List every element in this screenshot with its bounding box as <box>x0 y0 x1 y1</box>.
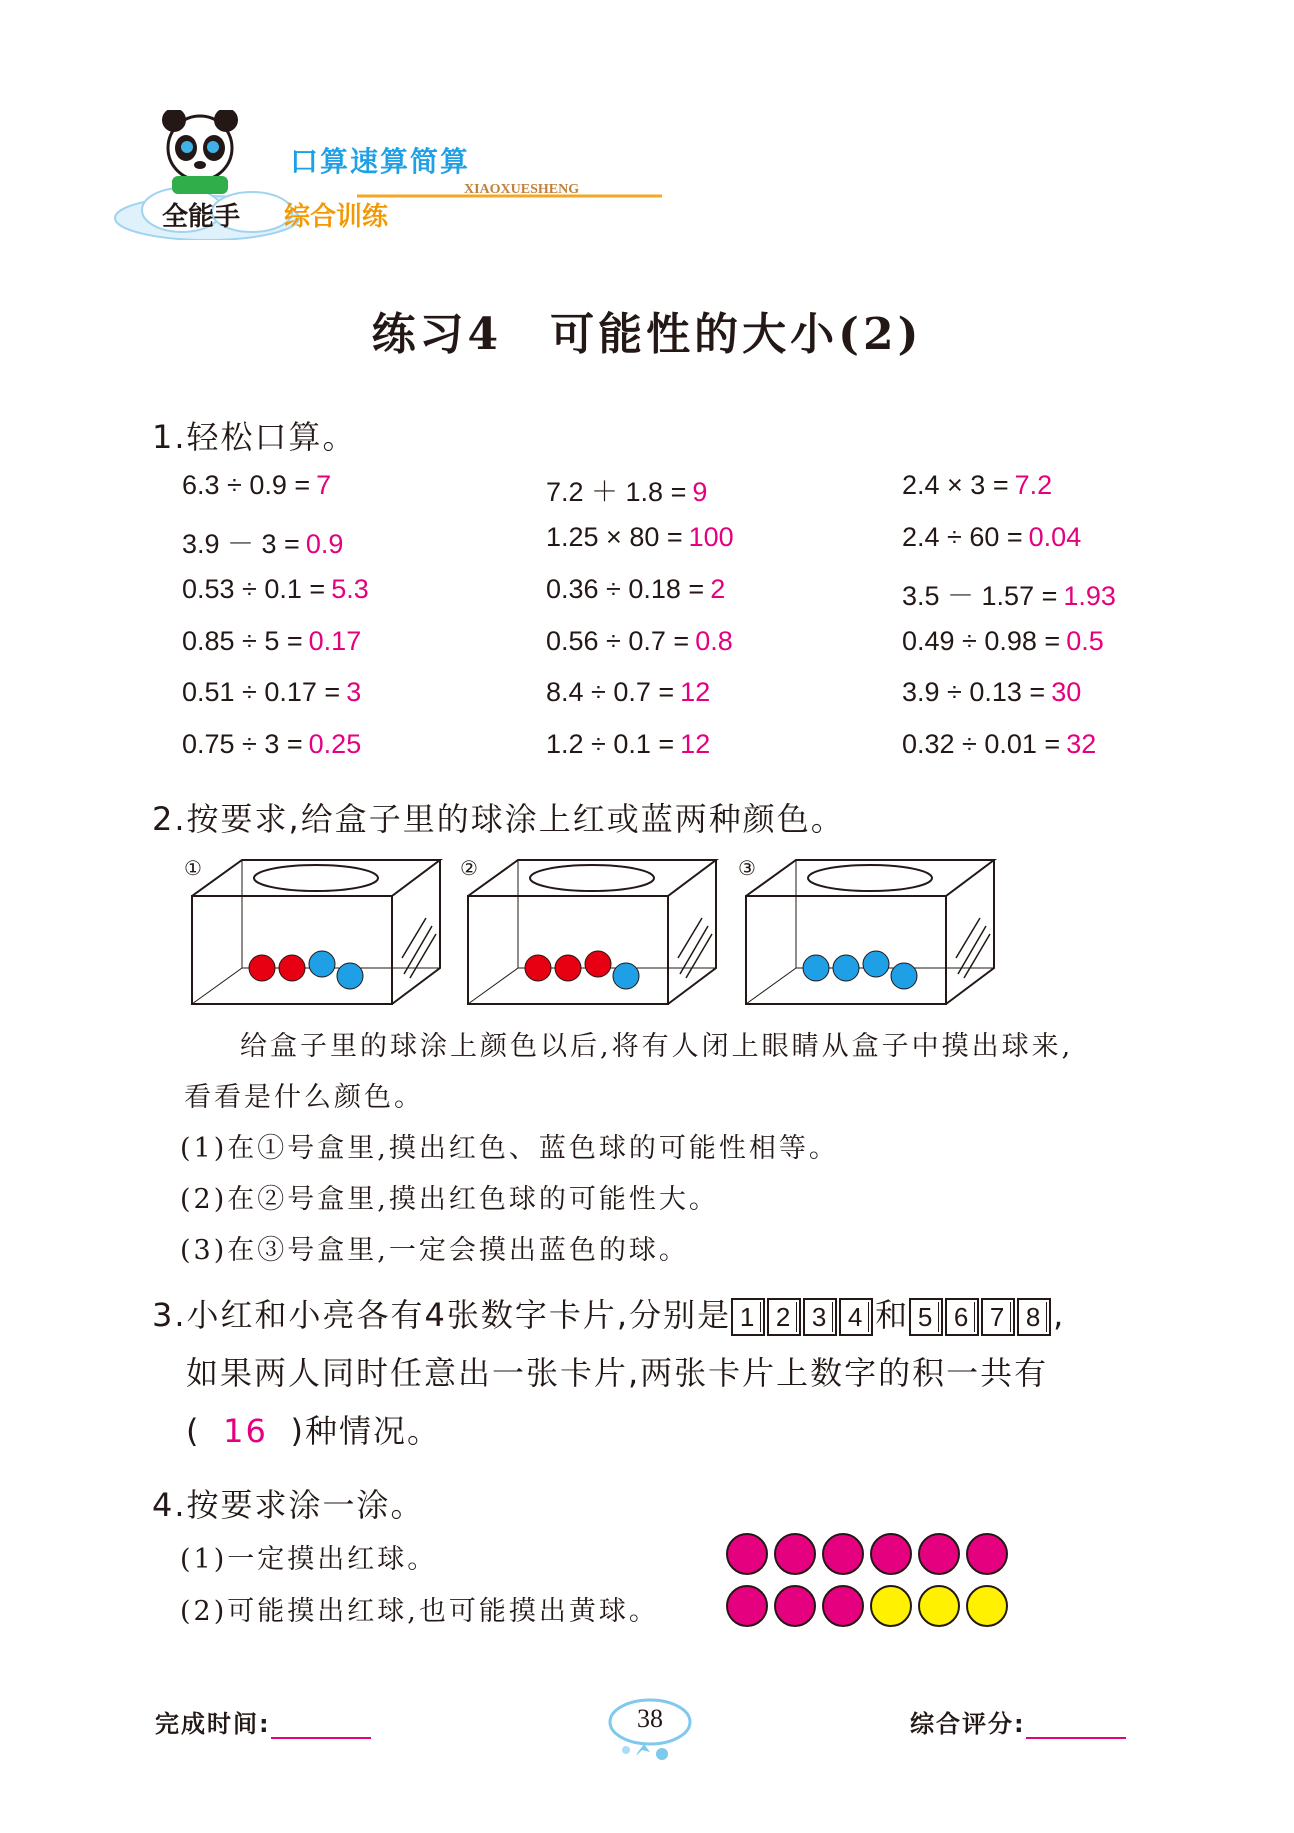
calc-question: 2.4 ÷ 60 = <box>902 522 1023 552</box>
number-card: 6 <box>945 1298 979 1336</box>
calc-item <box>546 677 710 708</box>
box-outline-icon <box>190 858 440 1008</box>
calc-answer: 0.17 <box>308 626 362 656</box>
ball-icon[interactable] <box>803 955 829 981</box>
ball-icon[interactable] <box>726 1533 768 1575</box>
ball-icon[interactable] <box>822 1533 864 1575</box>
brand-text: 全能手 <box>162 202 241 232</box>
box-number: ③ <box>738 856 756 880</box>
number-card: 7 <box>981 1298 1015 1336</box>
ball-icon[interactable] <box>249 955 275 981</box>
ball-row-1 <box>726 1533 1008 1575</box>
q3-text-a: 3.小红和小亮各有4张数字卡片,分别是 <box>152 1296 732 1334</box>
score-field <box>910 1704 1126 1739</box>
calc-question: 0.56 ÷ 0.7 = <box>546 626 690 656</box>
ball-icon[interactable] <box>337 963 363 989</box>
calc-answer: 0.8 <box>695 626 733 656</box>
calc-item <box>902 522 1081 553</box>
q4-sub1: (1)一定摸出红球。 <box>180 1544 438 1575</box>
calc-answer: 9 <box>692 477 708 507</box>
calc-answer: 1.93 <box>1063 581 1116 611</box>
logo-line2: 综合训练 <box>284 202 389 232</box>
q2-intro-1: 给盒子里的球涂上颜色以后,将有人闭上眼睛从盒子中摸出球来, <box>240 1031 1074 1062</box>
q2-intro-2: 看看是什么颜色。 <box>184 1082 424 1113</box>
calc-item <box>902 729 1096 760</box>
q3-line3-rest: )种情况。 <box>290 1412 441 1450</box>
calc-question: 0.32 ÷ 0.01 = <box>902 729 1061 759</box>
calc-answer: 12 <box>680 677 711 707</box>
number-card: 3 <box>803 1298 837 1336</box>
calc-question: 7.2 ＋ 1.8 = <box>546 477 687 507</box>
calc-item <box>902 626 1104 657</box>
calc-item <box>182 729 361 760</box>
calc-question: 8.4 ÷ 0.7 = <box>546 677 675 707</box>
calc-item <box>546 574 725 605</box>
ball-icon[interactable] <box>309 951 335 977</box>
calc-question: 3.5 － 1.57 = <box>902 581 1058 611</box>
ball-icon[interactable] <box>726 1585 768 1627</box>
score-label: 综合评分: <box>910 1710 1026 1738</box>
calc-question: 3.9 － 3 = <box>182 529 300 559</box>
calc-answer: 3 <box>346 677 362 707</box>
calc-item <box>902 677 1081 708</box>
q2-sub1: (1)在①号盒里,摸出红色、蓝色球的可能性相等。 <box>180 1133 839 1164</box>
page-number <box>600 1690 700 1770</box>
number-card: 5 <box>909 1298 943 1336</box>
cards-b <box>909 1298 1053 1336</box>
calc-answer: 2 <box>710 574 726 604</box>
q1-heading: 1.轻松口算。 <box>152 418 357 456</box>
ball-icon[interactable] <box>822 1585 864 1627</box>
ball-icon[interactable] <box>833 955 859 981</box>
calc-answer: 32 <box>1066 729 1097 759</box>
time-label: 完成时间: <box>155 1710 271 1738</box>
calc-answer: 0.9 <box>305 529 344 559</box>
ball-icon[interactable] <box>966 1585 1008 1627</box>
q4-sub2: (2)可能摸出红球,也可能摸出黄球。 <box>180 1596 659 1627</box>
logo-line1: 口算速算简算 <box>290 145 471 178</box>
box-outline-icon <box>466 858 716 1008</box>
calc-question: 2.4 × 3 = <box>902 470 1009 500</box>
ball-icon[interactable] <box>555 955 581 981</box>
calc-answer: 7 <box>316 470 332 500</box>
calc-question: 1.2 ÷ 0.1 = <box>546 729 675 759</box>
calc-answer: 100 <box>688 522 734 552</box>
ball-icon[interactable] <box>870 1585 912 1627</box>
page-number-text: 38 <box>637 1704 663 1733</box>
calc-answer: 0.04 <box>1028 522 1082 552</box>
calc-item <box>546 729 710 760</box>
q4-heading: 4.按要求涂一涂。 <box>152 1486 425 1524</box>
calc-item <box>546 626 733 657</box>
calc-answer: 5.3 <box>331 574 369 604</box>
logo-latin: XIAOXUESHENG <box>464 182 580 197</box>
box-outline-icon <box>744 858 994 1008</box>
q3-conj: 和 <box>875 1296 910 1334</box>
ball-icon[interactable] <box>863 951 889 977</box>
calc-question: 1.25 × 80 = <box>546 522 683 552</box>
page-title: 练习4 可能性的大小(2) <box>371 309 923 360</box>
calc-item <box>182 574 369 605</box>
ball-row-2 <box>726 1585 1008 1627</box>
calc-answer: 0.5 <box>1066 626 1104 656</box>
calc-item <box>182 522 343 561</box>
cards-a <box>731 1298 875 1336</box>
calc-item <box>902 470 1052 501</box>
ball-box <box>466 858 716 1008</box>
q2-heading: 2.按要求,给盒子里的球涂上红或蓝两种颜色。 <box>152 800 845 838</box>
ball-box <box>190 858 440 1008</box>
number-card: 4 <box>839 1298 873 1336</box>
calc-question: 0.36 ÷ 0.18 = <box>546 574 705 604</box>
number-card: 1 <box>731 1298 765 1336</box>
calc-item <box>182 626 361 657</box>
q3-line3 <box>186 1406 441 1452</box>
ball-icon[interactable] <box>918 1585 960 1627</box>
q3-comma: , <box>1053 1296 1066 1334</box>
box-number: ① <box>184 856 202 880</box>
box-number: ② <box>460 856 478 880</box>
q3-answer: 16 <box>223 1412 268 1450</box>
number-card: 8 <box>1017 1298 1051 1336</box>
ball-icon[interactable] <box>774 1533 816 1575</box>
calc-item <box>182 677 361 708</box>
ball-icon[interactable] <box>966 1533 1008 1575</box>
q2-sub2: (2)在②号盒里,摸出红色球的可能性大。 <box>180 1184 719 1215</box>
ball-icon[interactable] <box>585 951 611 977</box>
ball-icon[interactable] <box>613 963 639 989</box>
calc-item <box>546 522 734 553</box>
calc-question: 0.53 ÷ 0.1 = <box>182 574 326 604</box>
calc-question: 6.3 ÷ 0.9 = <box>182 470 311 500</box>
calc-item <box>182 470 331 501</box>
calc-question: 0.85 ÷ 5 = <box>182 626 303 656</box>
time-field <box>155 1704 371 1739</box>
calc-question: 3.9 ÷ 0.13 = <box>902 677 1046 707</box>
ball-icon[interactable] <box>891 963 917 989</box>
calc-answer: 12 <box>680 729 711 759</box>
ball-icon[interactable] <box>870 1533 912 1575</box>
calc-item <box>546 470 707 509</box>
score-blank[interactable] <box>1026 1715 1126 1739</box>
time-blank[interactable] <box>271 1715 371 1739</box>
ball-icon[interactable] <box>525 955 551 981</box>
q3-line2: 如果两人同时任意出一张卡片,两张卡片上数字的积一共有 <box>186 1354 1049 1392</box>
q3-line1 <box>152 1290 1065 1336</box>
calc-answer: 7.2 <box>1014 470 1053 500</box>
calc-item <box>902 574 1116 613</box>
ball-icon[interactable] <box>918 1533 960 1575</box>
header-logo <box>112 110 672 240</box>
calc-question: 0.75 ÷ 3 = <box>182 729 303 759</box>
q3-paren-open: ( <box>186 1412 201 1450</box>
calc-answer: 0.25 <box>308 729 362 759</box>
q2-sub3: (3)在③号盒里,一定会摸出蓝色的球。 <box>180 1235 689 1266</box>
ball-icon[interactable] <box>279 955 305 981</box>
ball-box <box>744 858 994 1008</box>
number-card: 2 <box>767 1298 801 1336</box>
calc-question: 0.51 ÷ 0.17 = <box>182 677 341 707</box>
ball-icon[interactable] <box>774 1585 816 1627</box>
calc-answer: 30 <box>1051 677 1082 707</box>
calc-question: 0.49 ÷ 0.98 = <box>902 626 1061 656</box>
